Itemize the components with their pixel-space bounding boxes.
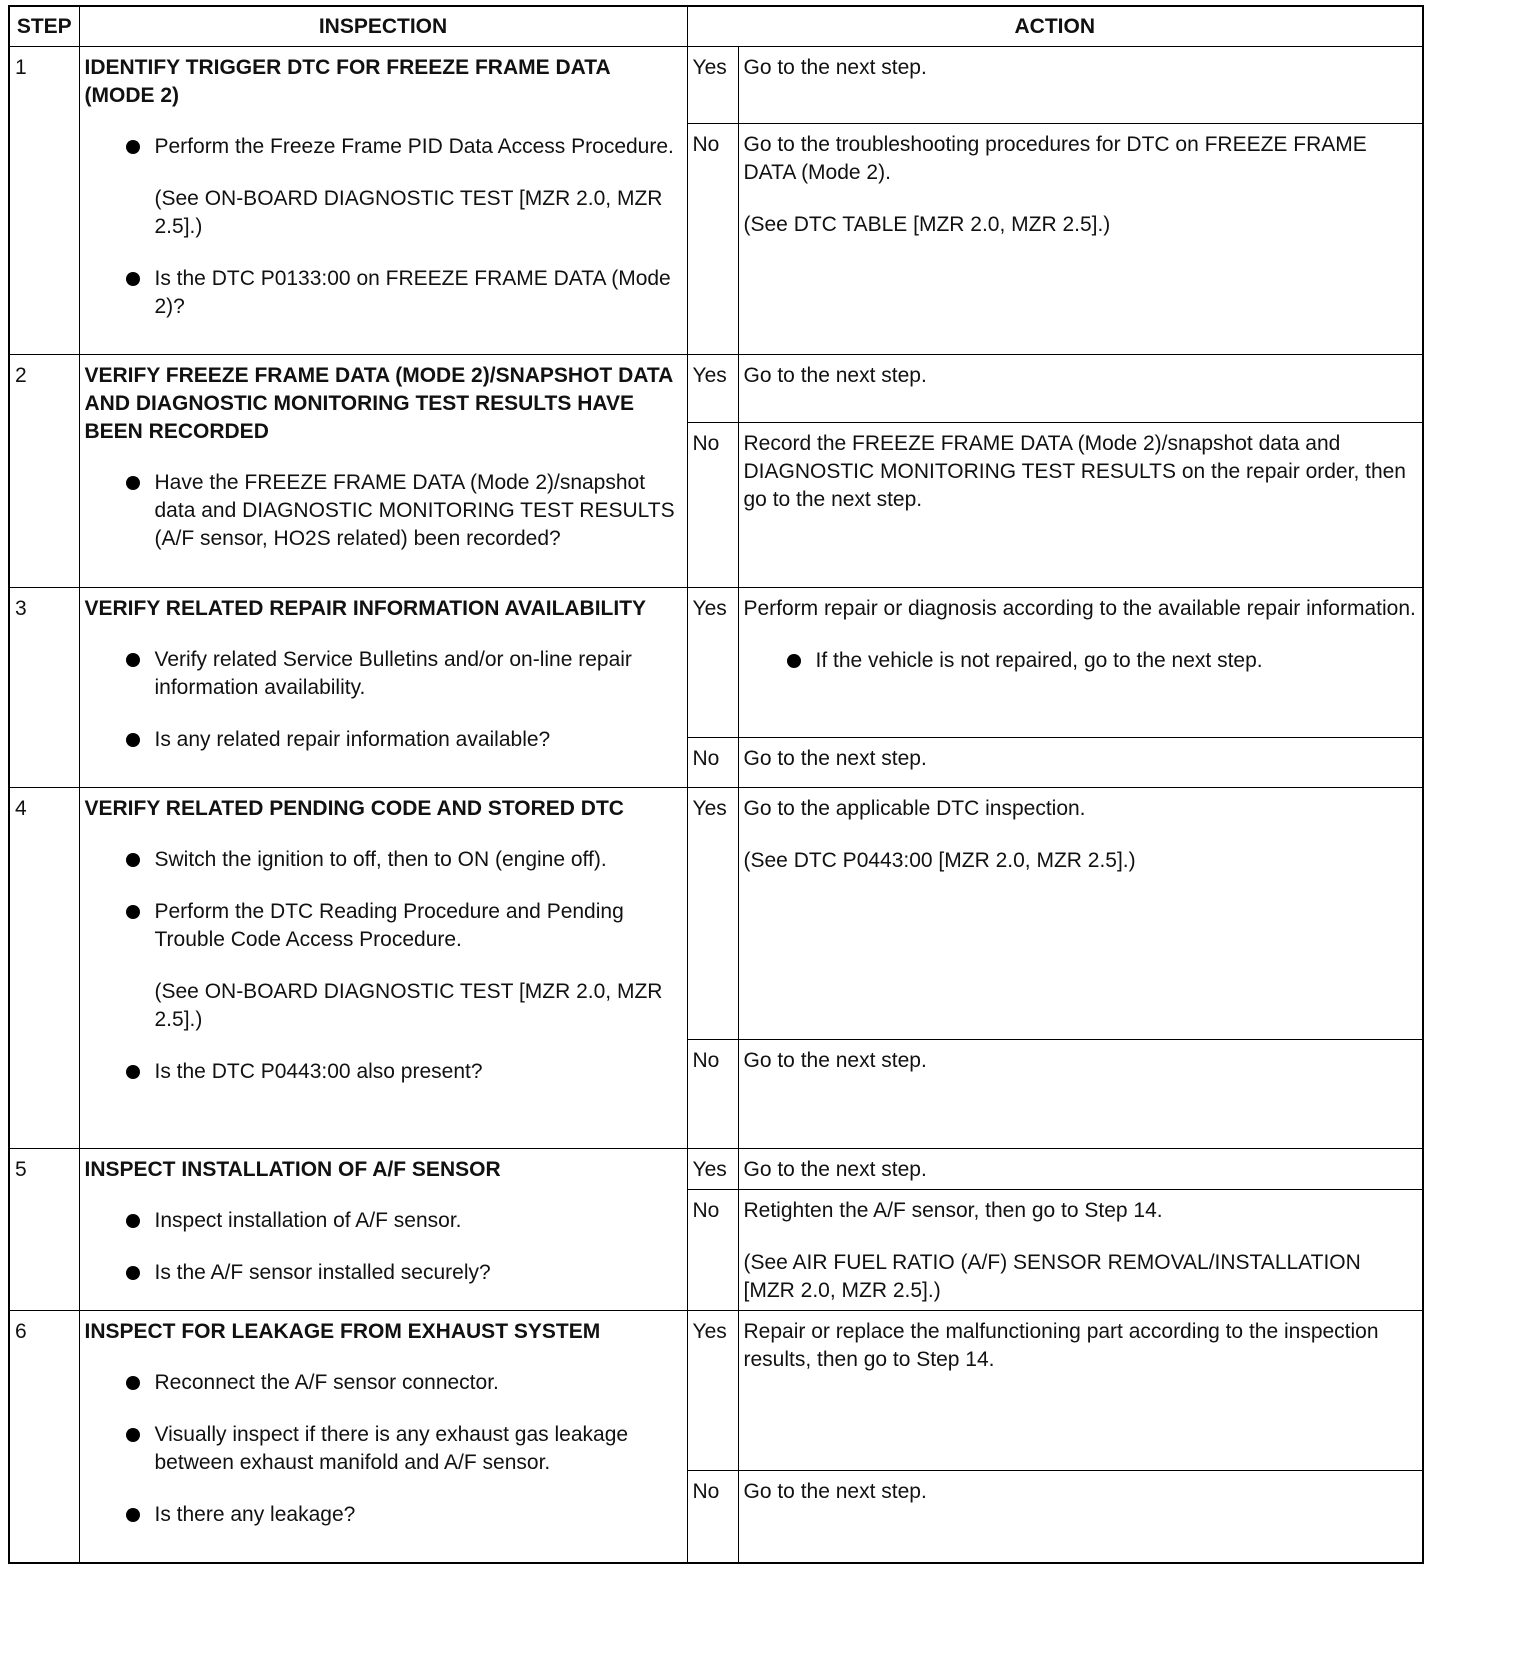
yes-action: Go to the next step. xyxy=(738,47,1423,124)
inspection-question: Is the DTC P0443:00 also present? xyxy=(85,1058,682,1086)
no-action: Record the FREEZE FRAME DATA (Mode 2)/snapshot data and DIAGNOSTIC MONITORING TEST RESULTS on the repair order, then go to the next step. xyxy=(738,423,1423,588)
inspection-question: Is the A/F sensor installed securely? xyxy=(85,1259,682,1287)
bullet-icon xyxy=(126,1508,140,1522)
yes-label: Yes xyxy=(687,355,738,423)
no-label: No xyxy=(687,1190,738,1311)
yes-label: Yes xyxy=(687,788,738,1040)
inspection-item: Visually inspect if there is any exhaust gas leakage between exhaust manifold and A/F sensor. xyxy=(85,1421,682,1477)
no-label: No xyxy=(687,1471,738,1563)
inspection-item: Switch the ignition to off, then to ON (engine off). xyxy=(85,846,682,874)
inspection-item: Verify related Service Bulletins and/or on-line repair information availability. xyxy=(85,646,682,702)
inspection-item: Perform the Freeze Frame PID Data Access Procedure. xyxy=(85,133,682,161)
no-label: No xyxy=(687,1040,738,1149)
no-action: Go to the troubleshooting procedures for DTC on FREEZE FRAME DATA (Mode 2). (See DTC TABLE [MZR 2.0, MZR 2.5].) xyxy=(738,124,1423,355)
step-row-4-yes xyxy=(9,788,1423,1040)
inspection-table xyxy=(8,5,1424,1564)
step-number: 2 xyxy=(9,355,79,588)
inspection-cell xyxy=(79,47,687,355)
bullet-icon xyxy=(126,272,140,286)
bullet-icon xyxy=(126,1428,140,1442)
no-label: No xyxy=(687,423,738,588)
step-title: INSPECT INSTALLATION OF A/F SENSOR xyxy=(84,1158,501,1181)
bullet-icon xyxy=(787,654,801,668)
header-step: STEP xyxy=(9,6,79,47)
step-number: 4 xyxy=(9,788,79,1149)
yes-action: Go to the next step. xyxy=(738,1149,1423,1190)
step-title: VERIFY FREEZE FRAME DATA (MODE 2)/SNAPSHOT DATA AND DIAGNOSTIC MONITORING TEST RESULTS HAVE BEEN RECORDED xyxy=(84,364,673,443)
header-action: ACTION xyxy=(687,6,1423,47)
step-number: 6 xyxy=(9,1311,79,1563)
bullet-icon xyxy=(126,653,140,667)
step-title: IDENTIFY TRIGGER DTC FOR FREEZE FRAME DATA (MODE 2) xyxy=(84,56,610,107)
step-row-2-yes xyxy=(9,355,1423,423)
yes-action: Go to the next step. xyxy=(738,355,1423,423)
inspection-question: Is any related repair information available? xyxy=(85,726,682,754)
yes-action: Repair or replace the malfunctioning part according to the inspection results, then go to Step 14. xyxy=(738,1311,1423,1471)
step-row-6-yes xyxy=(9,1311,1423,1471)
yes-action: Go to the applicable DTC inspection. (See DTC P0443:00 [MZR 2.0, MZR 2.5].) xyxy=(738,788,1423,1040)
yes-label: Yes xyxy=(687,588,738,738)
inspection-cell xyxy=(79,788,687,1149)
step-title: VERIFY RELATED PENDING CODE AND STORED DTC xyxy=(84,797,624,820)
bullet-icon xyxy=(126,476,140,490)
inspection-question: Have the FREEZE FRAME DATA (Mode 2)/snapshot data and DIAGNOSTIC MONITORING TEST RESULTS (A/F sensor, HO2S related) been recorded? xyxy=(85,469,682,553)
yes-action: Perform repair or diagnosis according to the available repair information. If the vehicle is not repaired, go to the next step. xyxy=(738,588,1423,738)
step-number: 1 xyxy=(9,47,79,355)
inspection-question: Is there any leakage? xyxy=(85,1501,682,1529)
step-title: INSPECT FOR LEAKAGE FROM EXHAUST SYSTEM xyxy=(84,1320,601,1343)
step-row-5-yes xyxy=(9,1149,1423,1190)
step-row-1-yes xyxy=(9,47,1423,124)
no-action: Retighten the A/F sensor, then go to Step 14. (See AIR FUEL RATIO (A/F) SENSOR REMOVAL/INSTALLATION [MZR 2.0, MZR 2.5].) xyxy=(738,1190,1423,1311)
reference-note: (See ON-BOARD DIAGNOSTIC TEST [MZR 2.0, MZR 2.5].) xyxy=(154,980,663,1031)
header-row xyxy=(9,6,1423,47)
action-item: If the vehicle is not repaired, go to the next step. xyxy=(744,647,1418,675)
inspection-question: Is the DTC P0133:00 on FREEZE FRAME DATA (Mode 2)? xyxy=(85,265,682,321)
procedure-page xyxy=(8,5,1422,1564)
inspection-item: Inspect installation of A/F sensor. xyxy=(85,1207,682,1235)
step-number: 5 xyxy=(9,1149,79,1311)
reference-note: (See ON-BOARD DIAGNOSTIC TEST [MZR 2.0, MZR 2.5].) xyxy=(154,187,663,238)
bullet-icon xyxy=(126,853,140,867)
inspection-cell xyxy=(79,1149,687,1311)
yes-label: Yes xyxy=(687,47,738,124)
yes-label: Yes xyxy=(687,1149,738,1190)
no-label: No xyxy=(687,124,738,355)
bullet-icon xyxy=(126,733,140,747)
no-label: No xyxy=(687,738,738,788)
inspection-cell xyxy=(79,588,687,788)
bullet-icon xyxy=(126,1266,140,1280)
no-action: Go to the next step. xyxy=(738,738,1423,788)
no-action: Go to the next step. xyxy=(738,1471,1423,1563)
inspection-cell xyxy=(79,1311,687,1563)
inspection-item: Perform the DTC Reading Procedure and Pending Trouble Code Access Procedure. xyxy=(85,898,682,954)
bullet-icon xyxy=(126,140,140,154)
step-number: 3 xyxy=(9,588,79,788)
bullet-icon xyxy=(126,905,140,919)
bullet-icon xyxy=(126,1214,140,1228)
header-inspection: INSPECTION xyxy=(79,6,687,47)
step-title: VERIFY RELATED REPAIR INFORMATION AVAILABILITY xyxy=(84,597,647,620)
step-row-3-yes xyxy=(9,588,1423,738)
no-action: Go to the next step. xyxy=(738,1040,1423,1149)
bullet-icon xyxy=(126,1065,140,1079)
inspection-cell xyxy=(79,355,687,588)
yes-label: Yes xyxy=(687,1311,738,1471)
bullet-icon xyxy=(126,1376,140,1390)
inspection-item: Reconnect the A/F sensor connector. xyxy=(85,1369,682,1397)
